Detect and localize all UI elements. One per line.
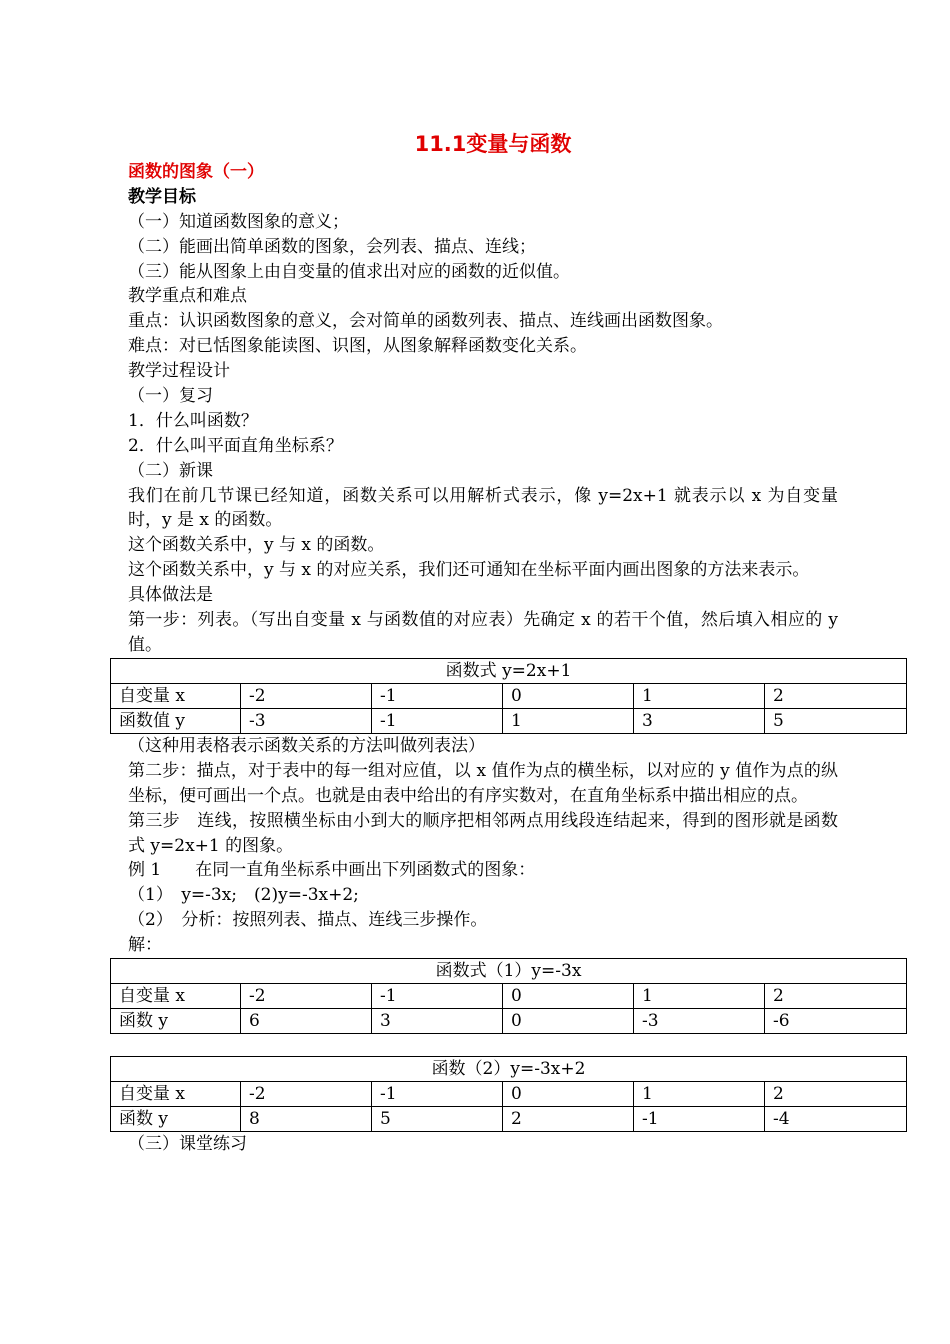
- paragraph: 这个函数关系中，y 与 x 的对应关系，我们还可通知在坐标平面内画出图象的方法来表示。: [128, 560, 810, 581]
- step-two: 第二步：描点，对于表中的每一组对应值，以 x 值作为点的横坐标，以对应的 y 值作为点的纵坐标，便可画出一个点。也就是由表中给出的有序实数对，在直角坐标系中描出相应的点。: [128, 760, 838, 806]
- table-header-row: [111, 1056, 907, 1081]
- table-cell: 1: [634, 1081, 765, 1106]
- review-heading: （一）复习: [128, 386, 213, 407]
- goals-heading: 教学目标: [128, 186, 196, 207]
- table-cell: 1: [503, 708, 634, 733]
- solution-label: 解：: [128, 935, 162, 956]
- step-three: 第三步 连线，按照横坐标由小到大的顺序把相邻两点用线段连结起来，得到的图形就是函数式 y=2x+1 的图象。: [128, 810, 838, 856]
- process-heading: 教学过程设计: [128, 361, 230, 382]
- example-line: （2） 分析：按照列表、描点、连线三步操作。: [128, 910, 488, 931]
- table-cell: 2: [765, 983, 907, 1008]
- table-cell: 0: [503, 1081, 634, 1106]
- table-cell: 2: [765, 683, 907, 708]
- goal-item: （一）知道函数图象的意义；: [128, 211, 349, 232]
- table-cell: 5: [765, 708, 907, 733]
- table-row: [111, 983, 907, 1008]
- document-page: [119, 128, 838, 1157]
- table-row: [111, 1106, 907, 1131]
- new-lesson-heading: （二）新课: [128, 460, 213, 481]
- table-cell: -1: [634, 1106, 765, 1131]
- table-cell: 8: [241, 1106, 372, 1131]
- difficult-point: 难点：对已恬图象能读图、识图，从图象解释函数变化关系。: [128, 336, 587, 357]
- table-cell: 6: [241, 1008, 372, 1033]
- spacer: [128, 1034, 838, 1056]
- table-header: 函数式（1）y=-3x: [111, 958, 907, 983]
- table-y-neg3x-plus-2: [110, 1056, 907, 1132]
- table-cell: -6: [765, 1008, 907, 1033]
- key-point: 重点：认识函数图象的意义，会对简单的函数列表、描点、连线画出函数图象。: [128, 311, 723, 332]
- table-cell: -1: [372, 708, 503, 733]
- paragraph: 我们在前几节课已经知道，函数关系可以用解析式表示，像 y=2x+1 就表示以 x 为自变量时，y 是 x 的函数。: [128, 485, 838, 531]
- paragraph: 具体做法是: [128, 585, 213, 606]
- table-cell: 3: [372, 1008, 503, 1033]
- table-cell: 3: [634, 708, 765, 733]
- table-header-row: [111, 658, 907, 683]
- table-cell: 函数 y: [111, 1106, 241, 1131]
- example-line: （1） y=-3x; (2)y=-3x+2;: [128, 885, 359, 906]
- review-question: 1．什么叫函数？: [128, 410, 258, 431]
- key-heading: 教学重点和难点: [128, 286, 247, 307]
- table-cell: 0: [503, 983, 634, 1008]
- step-one: 第一步：列表。（写出自变量 x 与函数值的对应表）先确定 x 的若干个值，然后填入相应的 y 值。: [128, 610, 838, 655]
- section-subtitle: 函数的图象（一）: [128, 162, 264, 182]
- table-cell: 5: [372, 1106, 503, 1131]
- page-title: 11.1变量与函数: [414, 132, 572, 156]
- goal-item: （二）能画出简单函数的图象，会列表、描点、连线；: [128, 236, 536, 257]
- table-cell: -3: [241, 708, 372, 733]
- table-cell: 1: [634, 683, 765, 708]
- table-cell: 自变量 x: [111, 1081, 241, 1106]
- table-header: 函数式 y=2x+1: [111, 658, 907, 683]
- table-y-2x-plus-1: [110, 658, 907, 734]
- table-cell: 函数 y: [111, 1008, 241, 1033]
- table-note: （这种用表格表示函数关系的方法叫做列表法）: [128, 735, 485, 756]
- table-cell: -1: [372, 983, 503, 1008]
- table-y-neg3x: [110, 958, 907, 1034]
- table-cell: 自变量 x: [111, 683, 241, 708]
- table-row: [111, 708, 907, 733]
- table-cell: 0: [503, 1008, 634, 1033]
- table-cell: -2: [241, 683, 372, 708]
- table-row: [111, 1008, 907, 1033]
- example-one: 例 1 在同一直角坐标系中画出下列函数式的图象：: [128, 860, 536, 881]
- table-cell: -3: [634, 1008, 765, 1033]
- table-cell: -1: [372, 1081, 503, 1106]
- goal-item: （三）能从图象上由自变量的值求出对应的函数的近似值。: [128, 261, 570, 282]
- table-cell: -2: [241, 983, 372, 1008]
- table-row: [111, 683, 907, 708]
- table-row: [111, 1081, 907, 1106]
- table-cell: 0: [503, 683, 634, 708]
- table-cell: 自变量 x: [111, 983, 241, 1008]
- paragraph: 这个函数关系中，y 与 x 的函数。: [128, 535, 385, 556]
- table-cell: -4: [765, 1106, 907, 1131]
- table-cell: -1: [372, 683, 503, 708]
- table-cell: 1: [634, 983, 765, 1008]
- table-cell: -2: [241, 1081, 372, 1106]
- table-cell: 2: [503, 1106, 634, 1131]
- practice-heading: （三）课堂练习: [128, 1133, 247, 1154]
- table-cell: 2: [765, 1081, 907, 1106]
- review-question: 2．什么叫平面直角坐标系？: [128, 435, 343, 456]
- table-header: 函数（2）y=-3x+2: [111, 1056, 907, 1081]
- table-cell: 函数值 y: [111, 708, 241, 733]
- table-header-row: [111, 958, 907, 983]
